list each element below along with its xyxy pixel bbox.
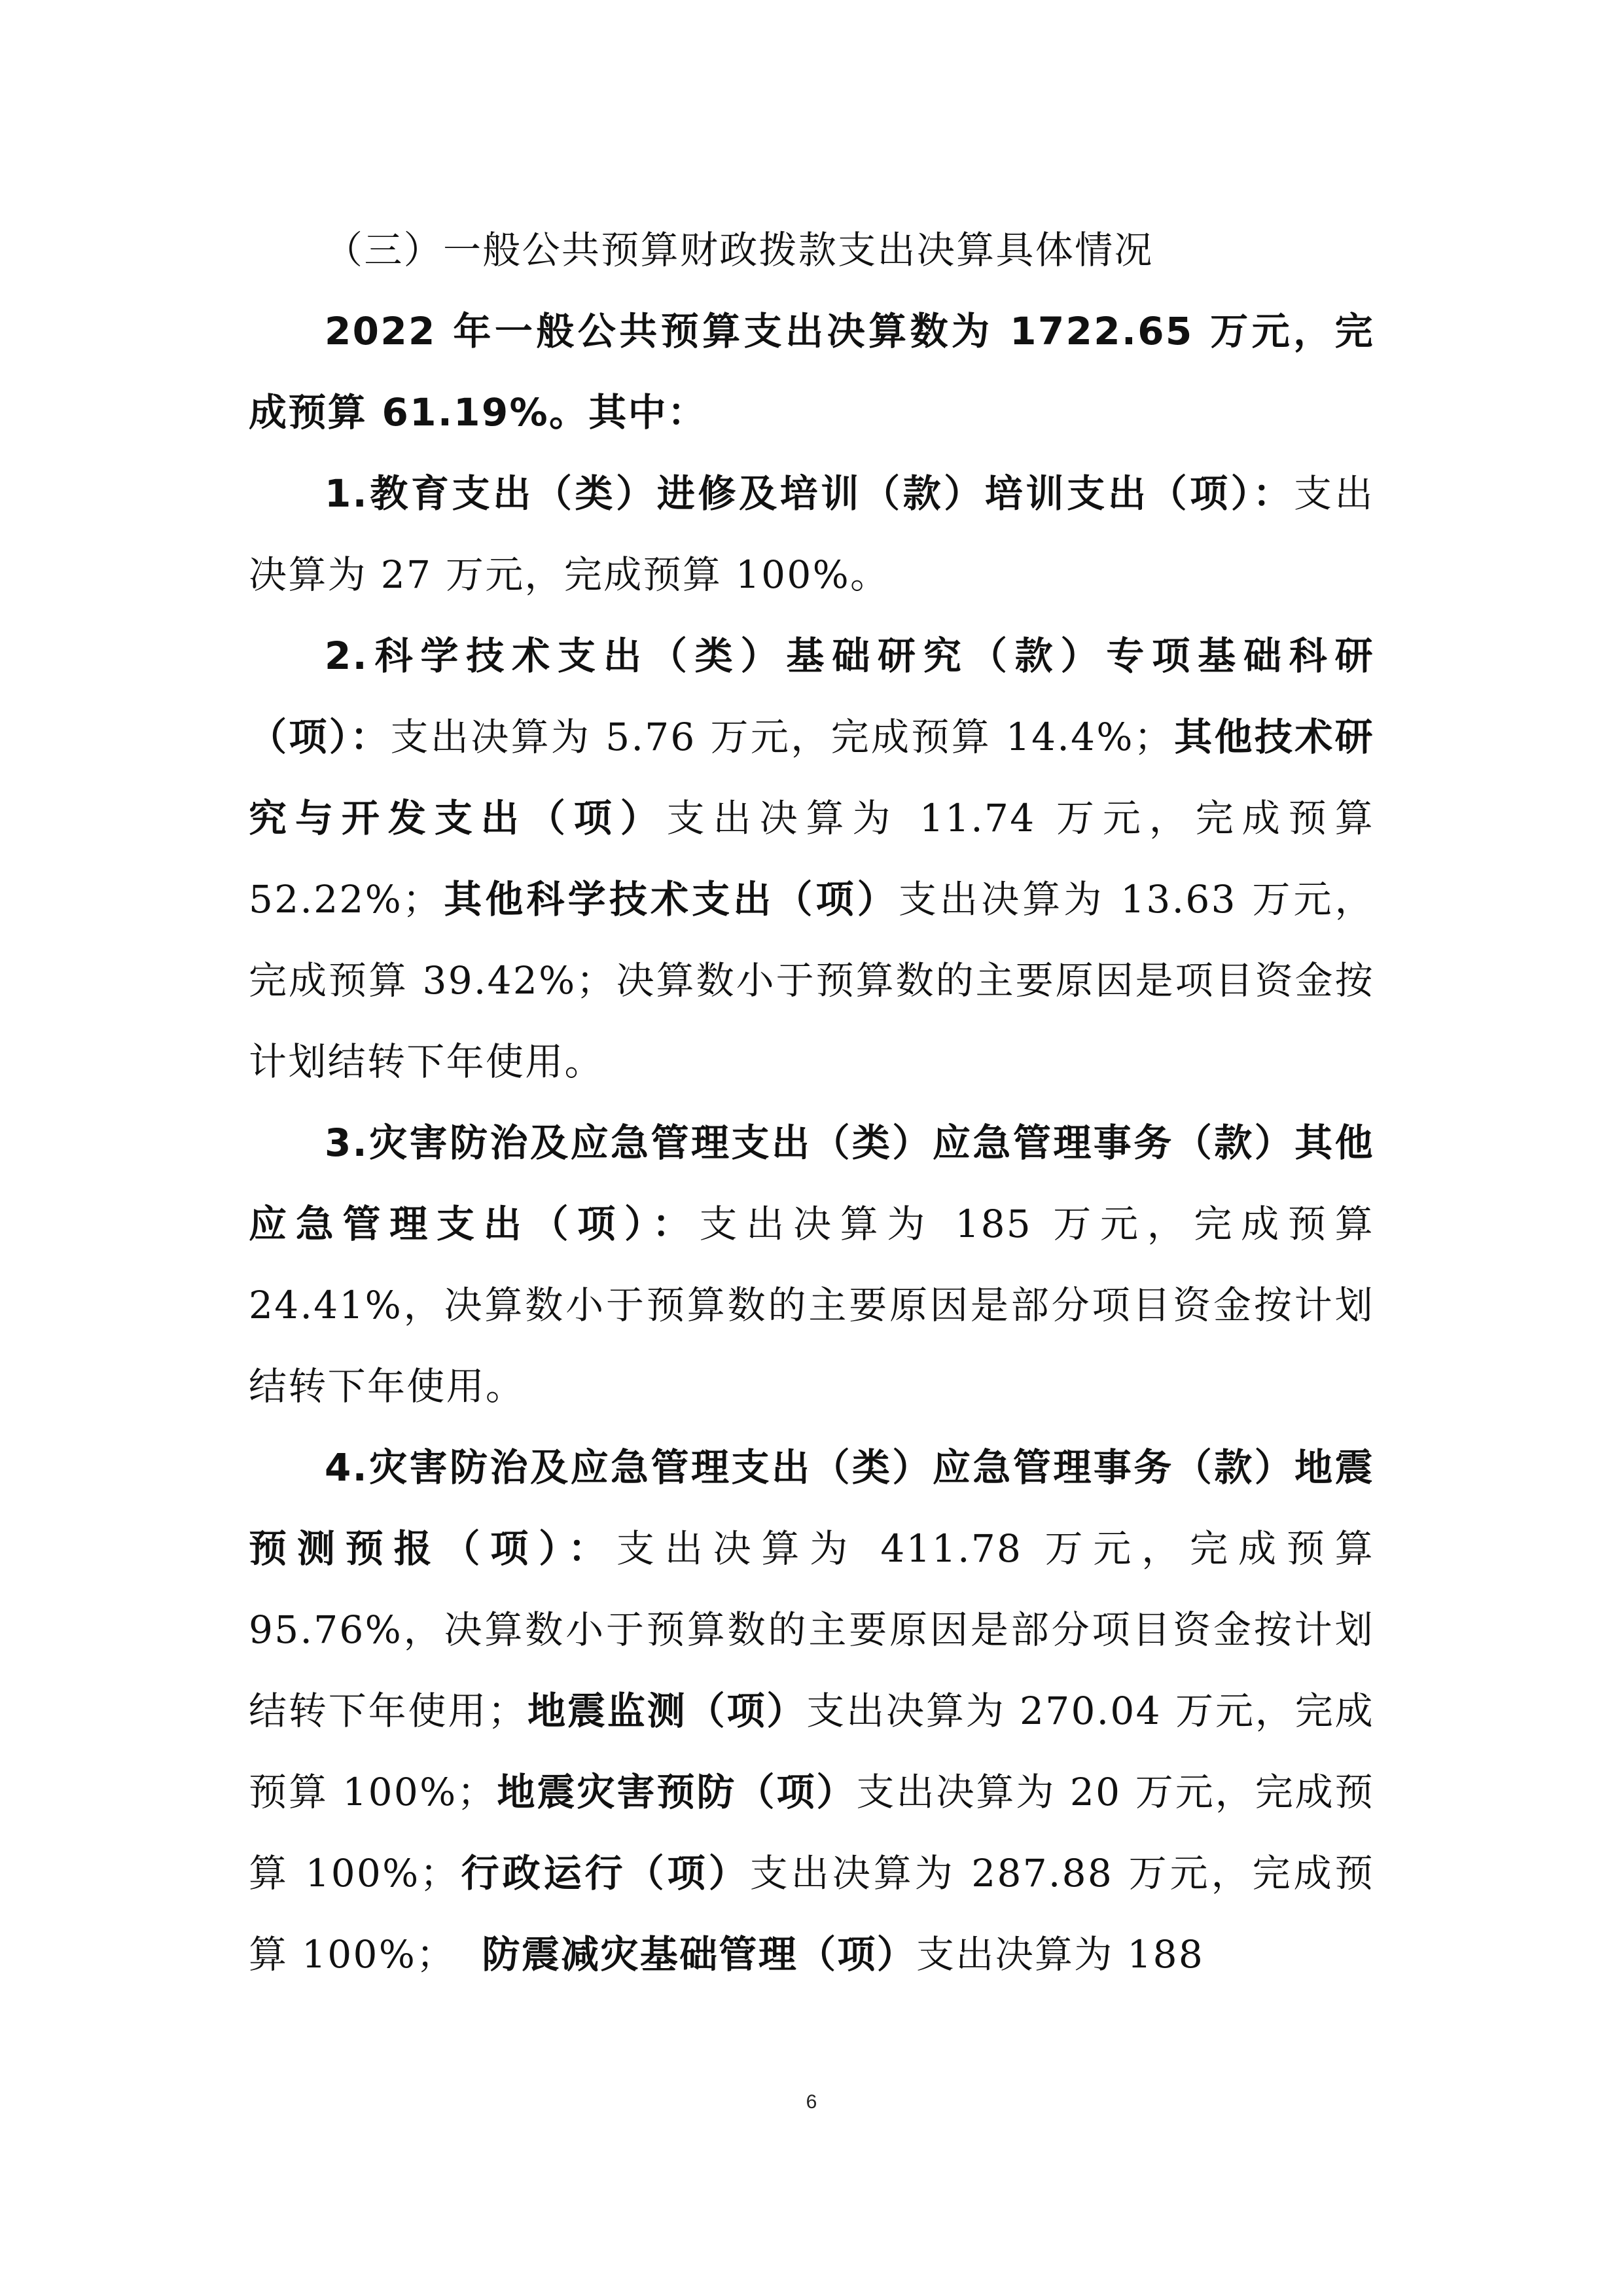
item-2-bold-2: 其他技术研究与开发支出（项） [249,715,1375,840]
item-3-lead: 3.灾害防治及应急管理支出（类）应急管理事务（款）其他应急管理支出（项）： [249,1121,1374,1246]
page-number: 6 [806,2091,817,2113]
intro-paragraph: 2022 年一般公共预算支出决算数为 1722.65 万元，完成预算 61.19%。其中： [249,309,1374,435]
item-4-text-3: 支出决算为 20 万元，完成预算 100%； [249,1770,1374,1895]
item-3-text: 支出决算为 185 万元，完成预算 24.41%，决算数小于预算数的主要原因是部分项目资金按计划结转下年使用。 [249,1202,1374,1408]
item-1-paragraph [249,453,1374,615]
document-page [249,209,1374,1995]
item-2-text-3: 支出决算为 13.63 万元，完成预算 39.42%；决算数小于预算数的主要原因是项目资金按计划结转下年使用。 [249,877,1374,1084]
item-4-bold-5: 防震减灾基础管理（项） [482,1932,917,1977]
item-4-text-5: 支出决算为 188 [916,1932,1205,1977]
item-2-text-2: 支出决算为 11.74 万元，完成预算 52.22%； [249,796,1374,922]
item-4-text-4: 支出决算为 287.88 万元，完成预算 100%； [249,1851,1374,1977]
item-4-paragraph [249,1427,1374,1995]
item-1-lead: 1.教育支出（类）进修及培训（款）培训支出（项）： [325,471,1294,516]
item-4-bold-3: 地震灾害预防（项） [496,1770,857,1814]
item-4-text-1: 支出决算为 411.78 万元，完成预算 95.76%，决算数小于预算数的主要原因是部分项目资金按计划结转下年使用； [249,1526,1375,1733]
item-3-paragraph [249,1102,1374,1427]
item-2-bold-3: 其他科学技术支出（项） [442,877,899,922]
item-4-bold-4: 行政运行（项） [459,1851,750,1895]
item-4-text-2: 支出决算为 270.04 万元，完成预算 100%； [249,1689,1374,1814]
item-2-text-1: 支出决算为 5.76 万元，完成预算 14.4%； [390,715,1174,759]
item-2-paragraph [249,615,1374,1102]
item-4-lead: 4.灾害防治及应急管理支出（类）应急管理事务（款）地震预测预报（项）： [249,1445,1374,1571]
item-1-text: 支出决算为 27 万元，完成预算 100%。 [249,471,1374,597]
item-4-bold-2: 地震监测（项） [527,1689,807,1733]
section-heading: （三）一般公共预算财政拨款支出决算具体情况 [325,228,1154,272]
item-2-lead: 2.科学技术支出（类）基础研究（款）专项基础科研（项）： [249,634,1374,759]
